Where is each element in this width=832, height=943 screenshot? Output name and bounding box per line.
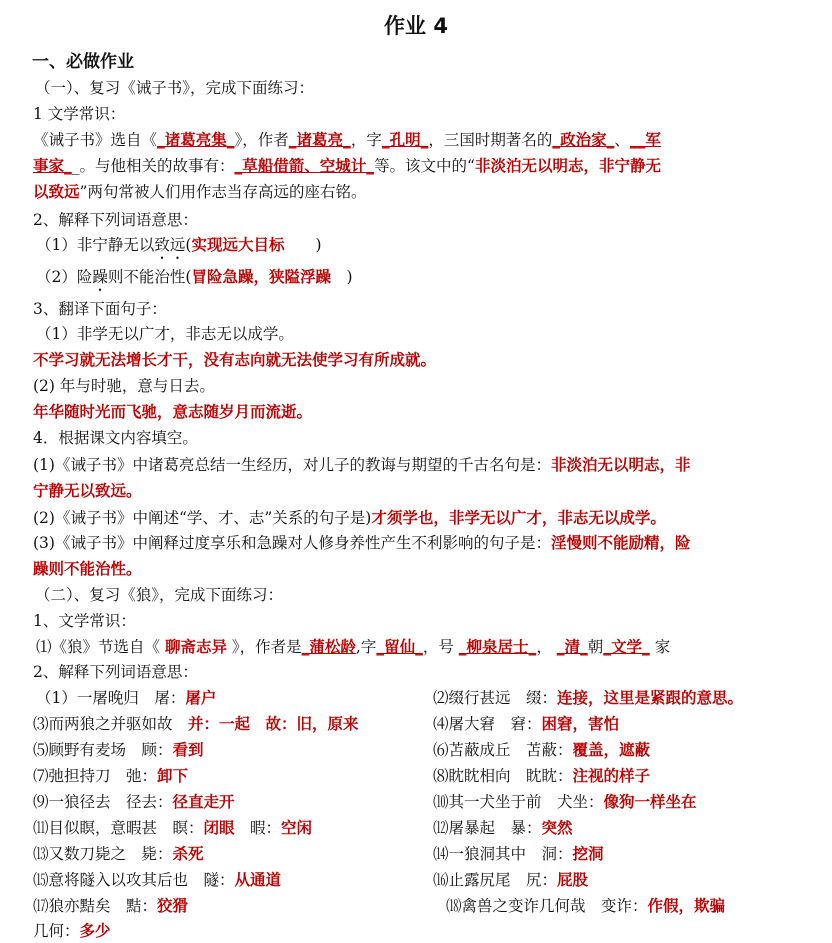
answer: 事家_ <box>33 157 72 175</box>
part1-q1-line2: 事家__。与他相关的故事有：_草船借箭、空城计_等。该文中的“非淡泊无以明志，非宁静无 <box>33 157 661 175</box>
answer: _孔明_ <box>381 131 429 149</box>
vocab-item: ⑸顾野有麦场 顾：看到 <box>33 741 204 759</box>
part2-heading: （二）、复习《狼》，完成下面练习： <box>35 586 284 604</box>
answer: _诸葛亮_ <box>288 131 351 149</box>
part1-q3-q1: （1）非学无以广才，非志无以成学。 <box>36 325 294 343</box>
part1-q2-item2: （2）险躁则不能治性(冒险急躁，狭隘浮躁 ) <box>36 268 353 286</box>
dotted-word: 致远 <box>154 236 186 254</box>
part1-q3-a1: 不学习就无法增长才干，没有志向就无法使学习有所成就。 <box>33 351 437 369</box>
part1-q3-q2: (2) 年与时驰，意与日去。 <box>33 377 215 395</box>
part1-q4-item3-cont: 躁则不能治性。 <box>33 560 142 578</box>
vocab-item: ⑿屠暴起 暴：突然 <box>433 819 573 837</box>
part1-q4-item2: (2)《诫子书》中阐述“学、才、志”关系的句子是)才须学也，非学无以广才，非志无以成学。 <box>33 509 666 527</box>
vocab-item: ⑷屠大窘 窘：困窘，害怕 <box>433 715 620 733</box>
part2-q1-line: ⑴《狼》节选自《 聊斋志异 》，作者是_蒲松龄,字_留仙_，号 _柳泉居士_， _清_朝_文学_ 家 <box>36 638 671 656</box>
vocab-item: ⑽其一犬坐于前 犬坐：像狗一样坐在 <box>433 793 697 811</box>
vocab-item: ⑵缀行甚远 缀：连接，这里是紧跟的意思。 <box>433 689 744 707</box>
vocab-item: ⑺弛担持刀 弛：卸下 <box>33 767 189 785</box>
vocab-item: 几何：多少 <box>33 922 111 940</box>
part1-q4-item1: (1)《诫子书》中诸葛亮总结一生经历，对儿子的教诲与期望的千古名句是：非淡泊无以明志，非 <box>33 456 691 474</box>
answer: 以致远 <box>33 183 80 201</box>
vocab-item: ⒄狼亦黠矣 黠：狡猾 <box>33 897 189 915</box>
answer: 才须学也，非学无以广才，非志无以成学。 <box>371 509 666 527</box>
part2-q2-label: 2、解释下列词语意思： <box>33 663 198 681</box>
part1-q4-label: 4．根据课文内容填空。 <box>33 429 198 447</box>
part1-q4-item3: (3)《诫子书》中阐释过度享乐和急躁对人修身养性产生不利影响的句子是：淫慢则不能励精，险 <box>33 534 691 552</box>
answer: _诸葛亮集_ <box>157 131 235 149</box>
answer: 非淡泊无以明志，非宁静无 <box>474 157 661 175</box>
vocab-item: ⑼一狼径去 径去：径直走开 <box>33 793 235 811</box>
answer: __军 <box>629 131 661 149</box>
page-title: 作业 4 <box>384 14 448 38</box>
vocab-item: ⒂意将隧入以攻其后也 隧：从通道 <box>33 871 282 889</box>
part1-q1-line3: 以致远”两句常被人们用作志当存高远的座右铭。 <box>33 183 367 201</box>
vocab-item: ⑾目似瞑，意暇甚 瞑：闭眼 暇：空闲 <box>33 819 313 837</box>
vocab-item: ⒅禽兽之变诈几何哉 变诈：作假，欺骗 <box>446 897 726 915</box>
vocab-item: （1）一屠晚归 屠：屠户 <box>36 689 217 707</box>
part1-q2-item1: （1）非宁静无以致远(实现远大目标 ) <box>36 236 322 254</box>
answer: _草船借箭、空城计_ <box>234 157 375 175</box>
answer: 冒险急躁，狭隘浮躁 <box>191 268 331 286</box>
vocab-item: ⑹苫蔽成丘 苫蔽：覆盖，遮蔽 <box>433 741 651 759</box>
answer: 实现远大目标 <box>191 236 285 254</box>
answer: _清_ <box>556 638 588 656</box>
answer: 淫慢则不能励精，险 <box>550 534 691 552</box>
answer: _留仙_ <box>376 638 423 656</box>
part1-heading: （一）、复习《诫子书》，完成下面练习： <box>35 79 315 97</box>
vocab-item: ⒁一狼洞其中 洞：挖洞 <box>433 845 604 863</box>
dotted-word: 躁 <box>92 268 108 286</box>
part1-q1-label: 1 文学常识： <box>33 105 126 123</box>
part1-q3-a2: 年华随时光而飞驰，意志随岁月而流逝。 <box>33 403 313 421</box>
vocab-item: ⒃止露尻尾 尻：屁股 <box>433 871 589 889</box>
answer: _文学_ <box>603 638 650 656</box>
part1-q1-line1: 《诫子书》选自《_诸葛亮集_》，作者_诸葛亮_，字_孔明_，三国时期著名的_政治家_、__军 <box>33 131 661 149</box>
answer: _柳泉居士_ <box>458 638 537 656</box>
answer: _蒲松龄 <box>301 638 356 656</box>
vocab-item: ⑶而两狼之并驱如故 并：一起 故：旧，原来 <box>33 715 359 733</box>
vocab-item: ⒀又数刀毙之 毙：杀死 <box>33 845 204 863</box>
answer: _政治家_ <box>552 131 615 149</box>
answer: 聊斋志异 <box>164 638 227 656</box>
section-heading: 一、必做作业 <box>32 52 134 72</box>
answer: 非淡泊无以明志，非 <box>550 456 691 474</box>
vocab-item: ⑻眈眈相向 眈眈：注视的样子 <box>433 767 651 785</box>
part1-q3-label: 3、翻译下面句子： <box>33 300 167 318</box>
part1-q2-label: 2、解释下列词语意思： <box>33 211 198 229</box>
part1-q4-item1-cont: 宁静无以致远。 <box>33 482 142 500</box>
part2-q1-label: 1、文学常识： <box>33 612 136 630</box>
